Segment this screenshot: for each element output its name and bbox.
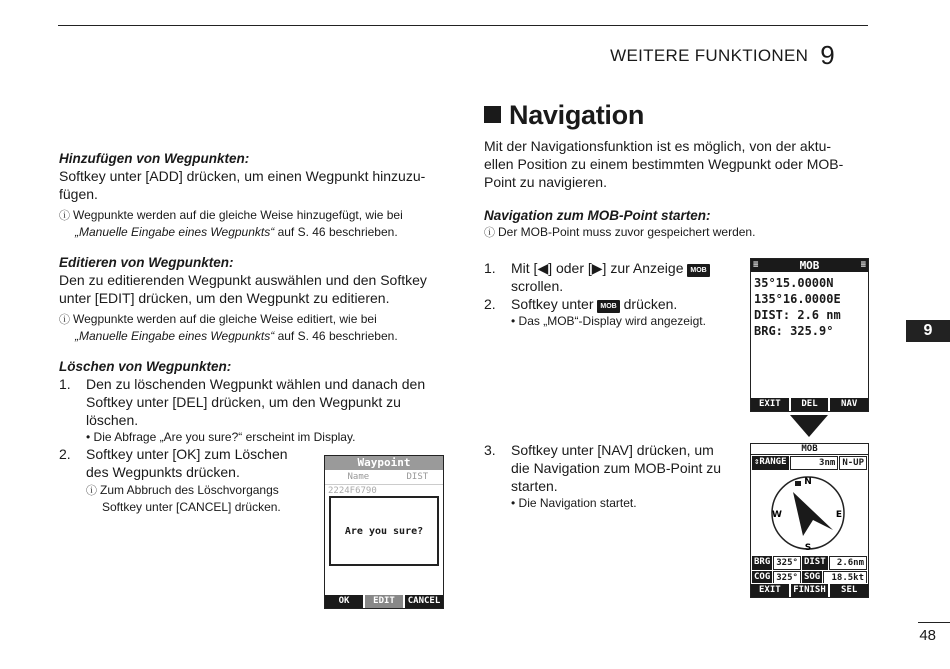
section-title: WEITERE FUNKTIONEN — [610, 46, 809, 65]
mob-screen-title: ≡ MOB ≡ — [753, 259, 866, 272]
finish-softkey[interactable]: FINISH — [791, 584, 829, 597]
waypoint-softkeys — [325, 594, 443, 608]
info-icon: ⓘ — [86, 485, 97, 497]
waypoint-screen — [324, 455, 444, 609]
heading-arrow-icon — [793, 492, 833, 536]
waypoint-row: 2224F6790 — [328, 486, 377, 496]
mob-step-1: 1. Mit [◀] oder [▶] zur Anzeige MOB scrollen. — [484, 259, 734, 295]
delete-step-1: 1. Den zu löschenden Wegpunkt wählen und danach den Softkey unter [DEL] drücken, um den Wegpunkt zu löschen. • Die Abfrage „Are you sure?“ erscheint im Display. — [59, 375, 444, 445]
navigation-intro: Mit der Navigationsfunktion ist es möglich, von der aktuellen Position zu einem bestimmten Wegpunkt oder MOB-Point zu navigieren. — [484, 138, 844, 190]
compass-w: W — [772, 510, 782, 520]
add-note: ⓘ Wegpunkte werden auf die gleiche Weise hinzugefügt, wie bei „Manuelle Eingabe eines Wegpunkts“ auf S. 46 beschrieben. — [59, 208, 403, 239]
mob-step-3-wrap — [484, 441, 734, 511]
right-column — [484, 100, 864, 241]
delete-step-1-bullet: • Die Abfrage „Are you sure?“ erscheint im Display. — [86, 430, 356, 444]
page-rule — [918, 622, 950, 623]
mob-chip: MOB — [687, 264, 709, 277]
compass-e: E — [835, 510, 843, 520]
mob-lon: 135°16.0000E — [754, 292, 841, 306]
edit-note: ⓘ Wegpunkte werden auf die gleiche Weise editiert, wie bei „Manuelle Eingabe eines Wegpunkts“ auf S. 46 beschrieben. — [59, 312, 398, 343]
delete-heading: Löschen von Wegpunkten: — [59, 359, 232, 374]
mob-step-3-bullet: • Die Navigation startet. — [511, 496, 637, 510]
mob-step-2: 2. Softkey unter MOB drücken. • Das „MOB“-Display wird angezeigt. — [484, 296, 706, 328]
mob-screen — [750, 258, 869, 412]
info-icon: ⓘ — [484, 227, 495, 239]
nav-brg-row: BRG 325° DIST 2.6nm — [751, 556, 868, 570]
del-softkey[interactable]: DEL — [791, 398, 829, 411]
compass-s: S — [804, 543, 812, 553]
section-header — [610, 40, 835, 71]
cancel-softkey[interactable]: CANCEL — [405, 595, 443, 608]
delete-step-2-note: ⓘ Zum Abbruch des Löschvorgangs Softkey unter [CANCEL] drücken. — [86, 483, 281, 514]
mob-step-3: 3. Softkey unter [NAV] drücken, um die Navigation zum MOB-Point zu starten. • Die Navigation startet. — [484, 441, 734, 511]
mob-lat: 35°15.0000N — [754, 276, 834, 290]
edit-text: Den zu editierenden Wegpunkt auswählen und den Softkey unter [EDIT] drücken, um den Wegpunkt zu editieren. — [59, 272, 427, 306]
mob-softkeys — [751, 397, 868, 411]
exit-softkey[interactable]: EXIT — [751, 584, 789, 597]
compass-n: N — [804, 477, 812, 487]
arrow-down-icon — [790, 415, 828, 437]
ok-softkey[interactable]: OK — [325, 595, 363, 608]
mob-dist: DIST: 2.6 nm — [754, 308, 841, 322]
mob-heading: Navigation zum MOB-Point starten: — [484, 208, 711, 223]
nav-cog-row: COG 325° SOG 18.5kt — [751, 571, 868, 585]
mob-flag-icon — [795, 481, 801, 486]
nav-range-row: ⇕RANGE 3nm N-UP — [751, 456, 868, 470]
mob-chip: MOB — [597, 300, 619, 313]
mob-note: ⓘ Der MOB-Point muss zuvor gespeichert werden. — [484, 225, 756, 239]
edit-heading: Editieren von Wegpunkten: — [59, 255, 234, 270]
nav-screen — [750, 443, 869, 598]
add-heading: Hinzufügen von Wegpunkten: — [59, 151, 250, 166]
delete-step-2: 2. Softkey unter [OK] zum Löschen des Wegpunkts drücken. ⓘ Zum Abbruch des Löschvorgangs Softkey unter [CANCEL] drücken. — [59, 445, 304, 515]
compass-rose — [751, 470, 866, 556]
section-number: 9 — [820, 40, 835, 70]
add-text: Softkey unter [ADD] drücken, um einen Wegpunkt hinzuzufügen. — [59, 168, 426, 202]
chapter-tab: 9 — [906, 320, 950, 342]
confirm-dialog: Are you sure? — [329, 496, 439, 566]
info-icon: ⓘ — [59, 314, 70, 326]
mob-step-2-bullet: • Das „MOB“-Display wird angezeigt. — [511, 314, 706, 328]
mob-brg: BRG: 325.9° — [754, 324, 834, 338]
square-bullet-icon — [484, 106, 501, 123]
navigation-title: Navigation — [484, 100, 864, 131]
nav-screen-title: MOB — [751, 444, 868, 455]
nav-softkeys — [751, 583, 868, 597]
info-icon: ⓘ — [59, 210, 70, 222]
mob-steps — [484, 259, 734, 329]
page-number: 48 — [919, 627, 936, 644]
header-rule — [58, 25, 868, 26]
sel-softkey[interactable]: SEL — [830, 584, 868, 597]
nav-softkey[interactable]: NAV — [830, 398, 868, 411]
edit-softkey[interactable]: EDIT — [365, 595, 403, 608]
waypoint-title: Waypoint — [325, 456, 443, 470]
exit-softkey[interactable]: EXIT — [751, 398, 789, 411]
waypoint-columns: Name DIST — [325, 470, 443, 485]
